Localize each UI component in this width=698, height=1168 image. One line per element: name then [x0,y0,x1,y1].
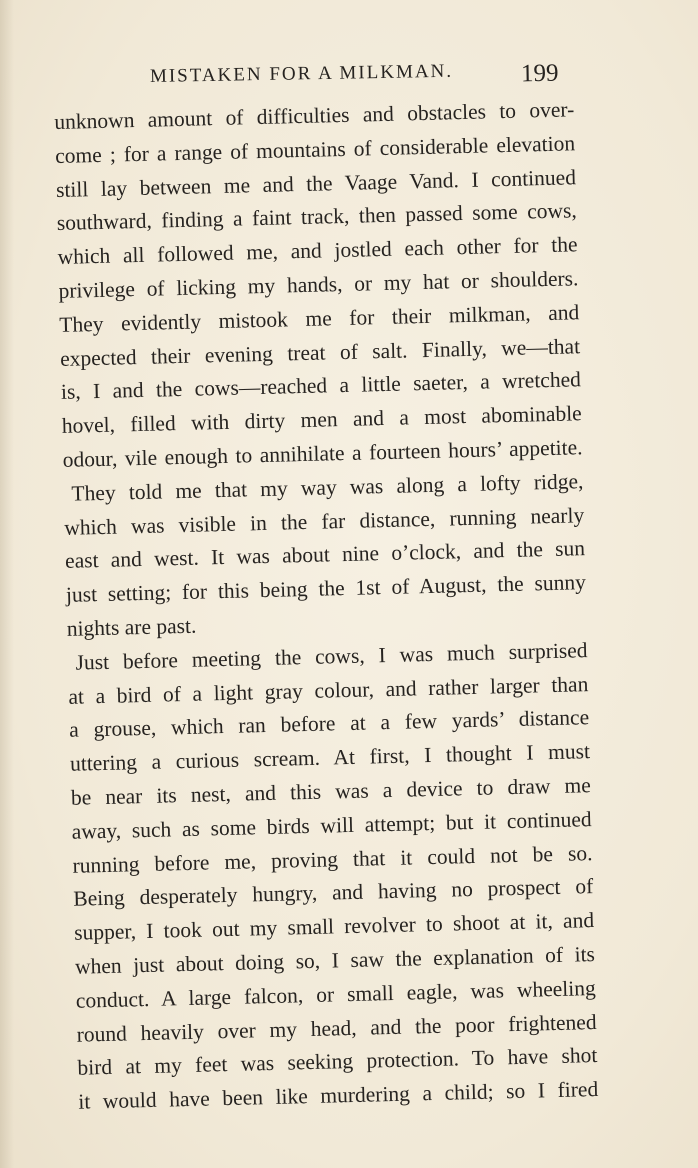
text-line: be near its nest, and this was a device to draw me [70,773,592,810]
text-line: a grouse, which ran before at a few yards’ distance [68,705,590,743]
page-number: 199 [520,59,559,88]
text-line: east and west. It was about nine o’clock, and the sun [64,536,586,574]
text-line: Just before meeting the cows, I was much surprised [75,637,588,675]
gutter-shadow [0,0,14,1168]
text-line: odour, vile enough to annihilate a fourteen hours’ appetite. [62,435,583,472]
text-line: uttering a curious scream. At first, I thought I must [69,739,591,776]
text-line: just setting; for this being the 1st of August, the sunny [65,570,587,608]
text-line: running before me, proving that it could not be so. [72,840,593,878]
text-line: which was visible in the far distance, running nearly [64,502,585,540]
text-line: it would have been like murdering a child; so I fired [78,1077,599,1114]
text-line: unknown amount of difficulties and obstacles to over- [54,97,575,134]
text-line: which all followed me, and jostled each other for the [57,232,578,270]
text-line: They evidently mistook me for their milkman, and [59,300,580,337]
text-line: privilege of licking my hands, or my hat or shoulders. [58,266,579,303]
text-line: round heavily over my head, and the poor frightened [76,1009,597,1047]
text-line: bird at my feet was seeking protection. To have shot [77,1043,598,1081]
text-line: away, such as some birds will attempt; but it continued [71,806,592,844]
body-text [54,93,599,1119]
text-line: conduct. A large falcon, or small eagle, was wheeling [75,975,596,1013]
text-line: supper, I took out my small revolver to shoot at it, and [73,908,595,945]
text-line: southward, finding a faint track, then passed some cows, [56,198,578,236]
text-line: is, I and the cows—reached a little saeter, a wretched [60,367,582,405]
text-line: hovel, filled with dirty men and a most abominable [61,401,582,439]
text-line: still lay between me and the Vaage Vand. I continued [55,164,577,202]
text-line: come ; for a range of mountains of considerable elevation [54,131,576,168]
text-line: when just about doing so, I saw the explanation of its [74,941,596,979]
text-line: Being desperately hungry, and having no prospect of [73,874,594,912]
running-title: MISTAKEN FOR A MILKMAN. [149,60,454,87]
text-line: at a bird of a light gray colour, and rather larger than [68,671,589,709]
text-line: nights are past. [66,613,197,641]
text-line: expected their evening treat of salt. Finally, we—that [59,333,581,371]
text-line: They told me that my way was along a lofty ridge, [71,468,584,506]
